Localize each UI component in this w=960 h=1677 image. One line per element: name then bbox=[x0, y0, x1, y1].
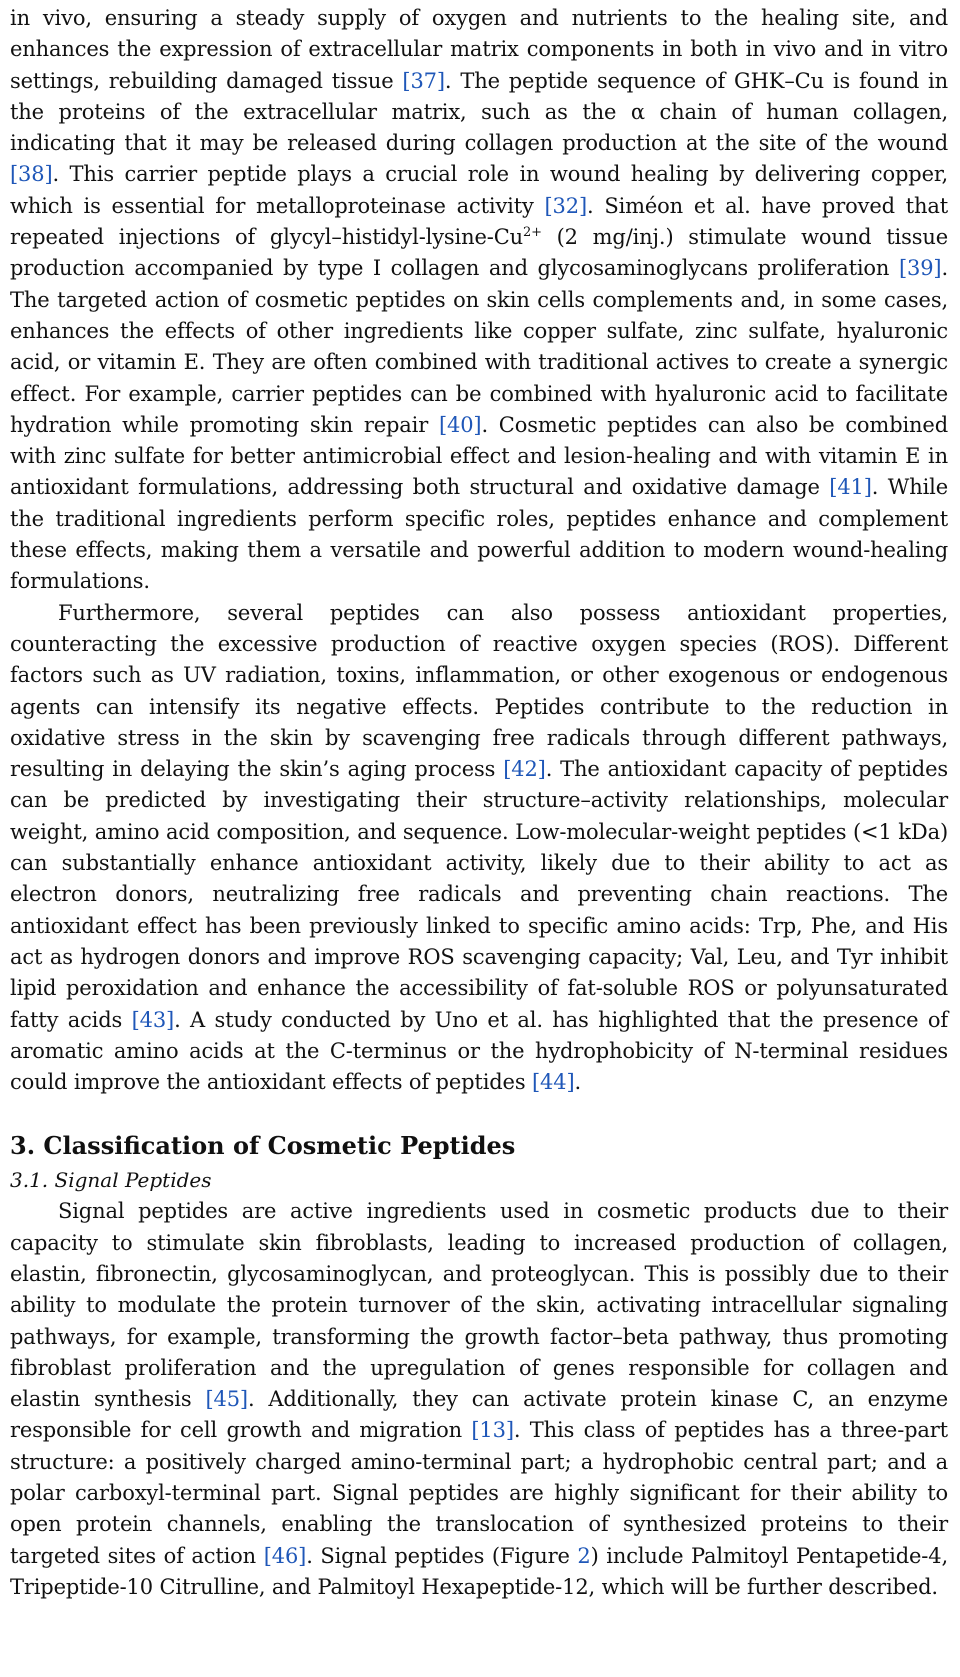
citation-link[interactable]: [45] bbox=[205, 1387, 248, 1412]
citation-link[interactable]: [39] bbox=[898, 256, 942, 281]
superscript-charge: 2+ bbox=[523, 225, 542, 241]
text-run: . The targeted action of cosmetic peptides on skin cells complements and, in some cases, enhances the effects of other ingredients like copper sulfate, zinc sulfate, hyaluronic acid, or vitamin E. They are often combined with traditional actives to create a synergic effect. For example, carrier peptides can be combined with hyaluronic acid to facilitate hydration while promoting skin repair bbox=[10, 256, 948, 437]
paragraph-antioxidant bbox=[10, 598, 948, 1099]
text-run: . Cosmetic peptides can also be combined with zinc sulfate for better antimicrobial effect and lesion-healing and with vitamin E in antioxidant formulations, addressing both structural and oxidative damage bbox=[10, 412, 948, 500]
subsection-heading: 3.1. Signal Peptides bbox=[10, 1168, 212, 1193]
text-run: . Additionally, they can activate protein kinase C, an enzyme responsible for cell growth and migration bbox=[10, 1387, 948, 1443]
text-run: . The antioxidant capacity of peptides can be predicted by investigating their structure–activity relationships, molecular weight, amino acid composition, and sequence. Low-molecular-weight peptides (<1 kDa) can substantially enhance antioxidant activity, likely due to their ability to act as electron donors, neutralizing free radicals and preventing chain reactions. The antioxidant effect has been previously linked to specific amino acids: Trp, Phe, and His act as hydrogen donors and improve ROS scavenging capacity; Val, Leu, and Tyr inhibit lipid peroxidation and enhance the accessibility of fat-soluble ROS or polyunsaturated fatty acids bbox=[10, 757, 948, 1032]
paragraph-wound-healing bbox=[10, 3, 948, 598]
citation-link[interactable]: [43] bbox=[131, 1007, 175, 1032]
citation-link[interactable]: [40] bbox=[438, 412, 482, 437]
text-run: . Siméon et al. have proved that repeated injections of glycyl–histidyl-lysine-Cu bbox=[10, 193, 948, 250]
text-run: . A study conducted by Uno et al. has highlighted that the presence of aromatic amino acids at the C-terminus or the hydrophobicity of N-terminal residues could improve the antioxidant effects of peptides bbox=[10, 1007, 948, 1095]
text-run: . This carrier peptide plays a crucial role in wound healing by delivering copper, which is essential for metalloproteinase activity bbox=[10, 162, 948, 218]
text-run: in vivo, ensuring a steady supply of oxygen and nutrients to the healing site, and enhances the expression of extracellular matrix components in both in vivo and in vitro settings, rebuilding damaged tissue bbox=[10, 6, 948, 93]
text-run: . The peptide sequence of GHK–Cu is found in the proteins of the extracellular matrix, such as the α chain of human collagen, indicating that it may be released during collagen production at the site of the wound bbox=[10, 68, 948, 156]
citation-link[interactable]: [44] bbox=[532, 1070, 575, 1095]
section-heading: 3. Classification of Cosmetic Peptides bbox=[10, 1131, 516, 1161]
text-run: (2 mg/inj.) stimulate wound tissue production accompanied by type I collagen and glycosaminoglycans proliferation bbox=[10, 225, 948, 281]
text-run: . While the traditional ingredients perform specific roles, peptides enhance and complement these effects, making them a versatile and powerful addition to modern wound-healing formulations. bbox=[10, 475, 948, 594]
citation-link[interactable]: [37] bbox=[402, 68, 445, 93]
text-run: . Signal peptides (Figure bbox=[306, 1543, 578, 1568]
text-run: . bbox=[574, 1070, 582, 1095]
citation-link[interactable]: [41] bbox=[829, 475, 872, 500]
text-run: Furthermore, several peptides can also possess antioxidant properties, counteracting the excessive production of reactive oxygen species (ROS). Different factors such as UV radiation, toxins, inflammation, or other exogenous or endogenous agents can intensify its negative effects. Peptides contribute to the reduction in oxidative stress in the skin by scavenging free radicals through different pathways, resulting in delaying the skin’s aging process bbox=[10, 600, 948, 782]
citation-link[interactable]: [32] bbox=[544, 193, 588, 218]
text-run: ) include Palmitoyl Pentapetide-4, Tripeptide-10 Citrulline, and Palmitoyl Hexapeptide-12, which will be further described. bbox=[10, 1543, 948, 1599]
citation-link[interactable]: [38] bbox=[10, 162, 53, 187]
text-run: Signal peptides are active ingredients used in cosmetic products due to their capacity to stimulate skin fibroblasts, leading to increased production of collagen, elastin, fibronectin, glycosaminoglycan, and proteoglycan. This is possibly due to their ability to modulate the protein turnover of the skin, activating intracellular signaling pathways, for example, transforming the growth factor–beta pathway, thus promoting fibroblast proliferation and the upregulation of genes responsible for collagen and elastin synthesis bbox=[10, 1199, 948, 1412]
citation-link[interactable]: [46] bbox=[263, 1543, 307, 1568]
citation-link[interactable]: [13] bbox=[471, 1418, 514, 1443]
paragraph-signal-peptides bbox=[10, 1196, 948, 1603]
text-run: . This class of peptides has a three-part structure: a positively charged amino-terminal part; a hydrophobic central part; and a polar carboxyl-terminal part. Signal peptides are highly significant for their ability to open protein channels, enabling the translocation of synthesized proteins to their targeted sites of action bbox=[10, 1418, 948, 1568]
citation-link[interactable]: [42] bbox=[503, 757, 546, 782]
figure-link[interactable]: 2 bbox=[577, 1543, 591, 1568]
